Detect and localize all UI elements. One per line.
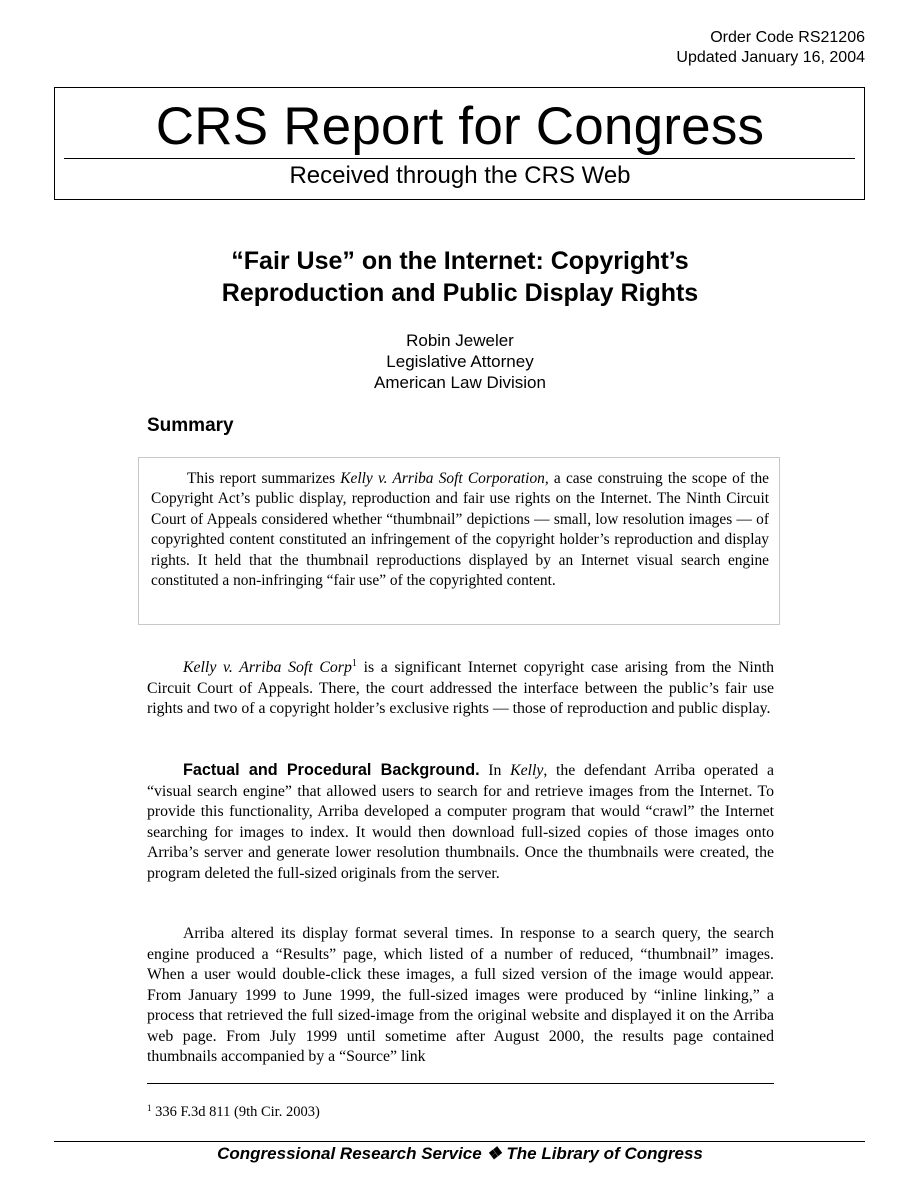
- author-name: Robin Jeweler: [406, 331, 514, 350]
- body-paragraph-1: [147, 658, 774, 720]
- page-footer: Congressional Research Service ❖ The Library of Congress: [217, 1144, 703, 1163]
- author-block: [0, 330, 920, 393]
- document-title-line-2: Reproduction and Public Display Rights: [221, 279, 699, 307]
- body-paragraph-2: [147, 760, 774, 884]
- case-name-short: Kelly: [510, 762, 544, 779]
- updated-date: Updated January 16, 2004: [676, 49, 865, 66]
- masthead-divider: [64, 158, 855, 159]
- footnote-number: 1: [147, 1103, 152, 1113]
- footnote-marker: 1: [351, 658, 357, 669]
- order-code: Order Code RS21206: [710, 29, 865, 46]
- paragraph-text-rest: , the defendant Arriba operated a “visual search engine” that allowed users to search for and retrieve images from the Internet. To provide this functionality, Arriba developed a computer program that would “crawl” the Internet searching for images to index. It would then download full-sized copies of those images onto Arriba’s server and generate lower resolution thumbnails. Once the thumbnails were created, the program deleted the full-sized originals from the server.: [147, 762, 774, 882]
- summary-paragraph: [151, 469, 769, 591]
- summary-text-start: This report summarizes: [187, 470, 341, 487]
- author-division: American Law Division: [374, 373, 546, 392]
- masthead-subtitle: Received through the CRS Web: [289, 162, 631, 189]
- footnote-text: 336 F.3d 811 (9th Cir. 2003): [151, 1104, 320, 1120]
- summary-heading: Summary: [147, 415, 234, 436]
- author-role: Legislative Attorney: [386, 352, 534, 371]
- masthead-title: CRS Report for Congress: [155, 97, 765, 156]
- footnote-1: [147, 1103, 320, 1121]
- case-name: Kelly v. Arriba Soft Corp: [183, 659, 352, 676]
- footnote-divider: [147, 1083, 774, 1084]
- summary-case-name: Kelly v. Arriba Soft Corporation: [340, 470, 545, 487]
- document-title-line-1: “Fair Use” on the Internet: Copyright’s: [231, 247, 689, 275]
- body-paragraph-3: [147, 924, 774, 1068]
- paragraph-text: Arriba altered its display format several times. In response to a search query, the search engine produced a “Results” page, which listed of a number of reduced, “thumbnail” images. When a user would double-click these images, a full sized version of the image would appear. From January 1999 to June 1999, the full-sized images were produced by “inline linking,” a process that retrieved the full sized-image from the original website and displayed it on the Arriba web page. From July 1999 until sometime after August 2000, the results page contained thumbnails accompanied by a “Source” link: [147, 925, 774, 1065]
- summary-text-rest: , a case construing the scope of the Copyright Act’s public display, reproduction and fair use rights on the Internet. The Ninth Circuit Court of Appeals considered whether “thumbnail” depictions — small, low resolution images — of copyrighted content constituted an infringement of the copyright holder’s reproduction and display rights. It held that the thumbnail reproductions displayed by an Internet visual search engine constituted a non-infringing “fair use” of the copyrighted content.: [151, 470, 769, 590]
- section-heading: Factual and Procedural Background.: [183, 761, 480, 779]
- document-title: [0, 245, 920, 309]
- order-code-block: [676, 28, 865, 68]
- paragraph-text: is a significant Internet copyright case arising from the Ninth Circuit Court of Appeals. There, the court addressed the interface between the public’s fair use rights and two of a copyright holder’s exclusive rights — those of reproduction and public display.: [147, 659, 774, 717]
- paragraph-text-start: In: [479, 762, 511, 779]
